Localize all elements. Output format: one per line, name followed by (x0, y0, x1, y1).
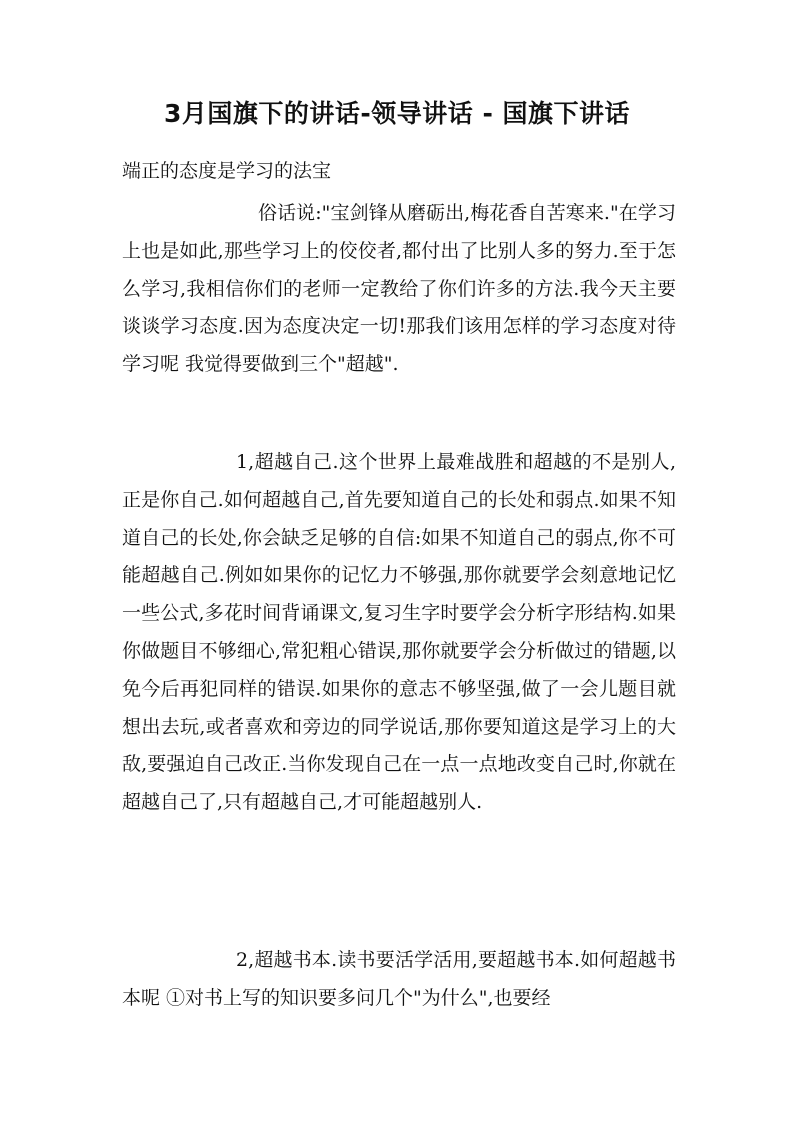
paragraph-point-2: 2,超越书本.读书要活学活用,要超越书本.如何超越书本呢 ①对书上写的知识要多问几个"为什么",也要经 (122, 949, 676, 1009)
paragraph-point-1: 1,超越自己.这个世界上最难战胜和超越的不是别人,正是你自己.如何超越自己,首先要知道自己的长处和弱点.如果不知道自己的长处,你会缺乏足够的自信:如果不知道自己的弱点,你不可能超越自己.例如如果你的记忆力不够强,那你就要学会刻意地记忆一些公式,多花时间背诵课文,复习生字时要学会分析字形结构.如果你做题目不够细心,常犯粗心错误,那你就要学会分析做过的错题,以免今后再犯同样的错误.如果你的意志不够坚强,做了一会儿题目就想出去玩,或者喜欢和旁边的同学说话,那你要知道这是学习上的大敌,要强迫自己改正.当你发现自己在一点一点地改变自己时,你就在超越自己了,只有超越自己,才可能超越别人. (122, 451, 676, 814)
paragraph-intro: 俗话说:"宝剑锋从磨砺出,梅花香自苦寒来."在学习上也是如此,那些学习上的佼佼者,都付出了比别人多的努力.至于怎么学习,我相信你们的老师一定教给了你们许多的方法.我今天主要谈谈学习态度.因为态度决定一切!那我们该用怎样的学习态度对待学习呢 我觉得要做到三个"超越". (122, 202, 676, 376)
document-title: 3月国旗下的讲话-领导讲话 - 国旗下讲话 (163, 99, 631, 128)
document-subtitle: 端正的态度是学习的法宝 (122, 160, 332, 182)
